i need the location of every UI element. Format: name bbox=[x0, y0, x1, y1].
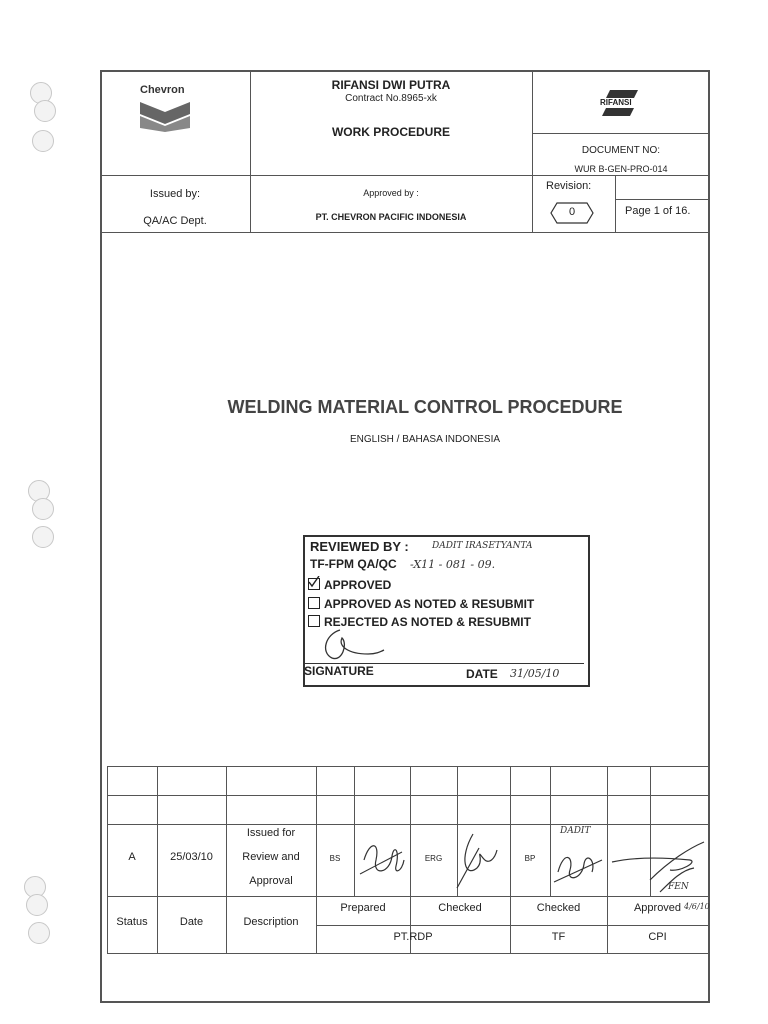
stamp-date-hand: 31/05/10 bbox=[510, 667, 560, 680]
col-approved: Approved bbox=[633, 902, 682, 914]
approved-by-label: Approved by : bbox=[363, 188, 419, 198]
approved-signature bbox=[610, 840, 708, 900]
binder-hole bbox=[32, 498, 54, 520]
checked2-hand: DADIT bbox=[560, 826, 591, 836]
chevron-logo: Chevron bbox=[136, 84, 194, 130]
rev-date: 25/03/10 bbox=[170, 851, 213, 863]
stamp-reviewed-by-hand: DADIT IRASETYANTA bbox=[432, 541, 533, 551]
org-rdp: PT.RDP bbox=[393, 931, 433, 943]
rev-description-line: Review and bbox=[242, 851, 300, 863]
prepared-initials: BS bbox=[329, 854, 341, 863]
rifansi-logo: RIFANSI bbox=[596, 88, 646, 128]
approved-by: PT. CHEVRON PACIFIC INDONESIA bbox=[315, 212, 467, 222]
page-number: Page 1 of 16. bbox=[625, 205, 691, 217]
stamp-date-label: DATE bbox=[466, 667, 498, 681]
approved-date-hand: 4/6/10 bbox=[684, 902, 710, 911]
stamp-option-noted: APPROVED AS NOTED & RESUBMIT bbox=[308, 597, 534, 611]
col-prepared: Prepared bbox=[340, 902, 386, 914]
checked-box-icon bbox=[308, 578, 320, 590]
stamp-option-approved: APPROVED bbox=[308, 578, 391, 592]
checkbox-icon bbox=[308, 597, 320, 609]
document-no: WUR B-GEN-PRO-014 bbox=[574, 164, 668, 174]
checked1-initials: ERG bbox=[424, 854, 443, 863]
company-name: RIFANSI DWI PUTRA bbox=[331, 78, 451, 92]
col-checked-rdp: Checked bbox=[438, 902, 482, 914]
document-subtitle: ENGLISH / BAHASA INDONESIA bbox=[349, 434, 501, 445]
binder-hole bbox=[28, 922, 50, 944]
binder-hole bbox=[34, 100, 56, 122]
col-description: Description bbox=[243, 916, 299, 928]
checked1-signature bbox=[455, 828, 509, 892]
col-checked-tf: Checked bbox=[536, 902, 581, 914]
reviewer-signature bbox=[318, 624, 388, 664]
revision-label: Revision: bbox=[546, 180, 592, 192]
binder-hole bbox=[32, 526, 54, 548]
prepared-signature bbox=[356, 830, 408, 888]
col-date: Date bbox=[179, 916, 204, 928]
rev-description-line: Issued for bbox=[246, 827, 296, 839]
checked2-signature bbox=[552, 842, 606, 890]
rev-description-line: Approval bbox=[249, 875, 293, 887]
document-title: WELDING MATERIAL CONTROL PROCEDURE bbox=[227, 397, 623, 417]
doc-type: WORK PROCEDURE bbox=[331, 125, 450, 139]
approved-hand: FEN bbox=[668, 882, 689, 892]
issued-by-label: Issued by: bbox=[149, 188, 201, 200]
stamp-option-rejected: REJECTED AS NOTED & RESUBMIT bbox=[308, 615, 531, 629]
revision-number: 0 bbox=[568, 206, 576, 218]
rev-status: A bbox=[128, 851, 136, 863]
stamp-signature-label: SIGNATURE bbox=[304, 664, 374, 678]
issued-by: QA/AC Dept. bbox=[143, 215, 207, 227]
stamp-dept-hand: -X11 - 081 - 09. bbox=[410, 558, 496, 571]
checked2-initials: BP bbox=[524, 854, 536, 863]
document-no-label: DOCUMENT NO: bbox=[581, 145, 661, 156]
binder-hole bbox=[32, 130, 54, 152]
contract-no: Contract No.8965-xk bbox=[345, 93, 437, 104]
stamp-dept: TF-FPM QA/QC bbox=[310, 557, 397, 571]
stamp-reviewed-by-label: REVIEWED BY : bbox=[310, 539, 409, 554]
org-cpi: CPI bbox=[648, 931, 667, 943]
binder-hole bbox=[26, 894, 48, 916]
col-status: Status bbox=[116, 916, 148, 928]
org-tf: TF bbox=[551, 931, 566, 943]
